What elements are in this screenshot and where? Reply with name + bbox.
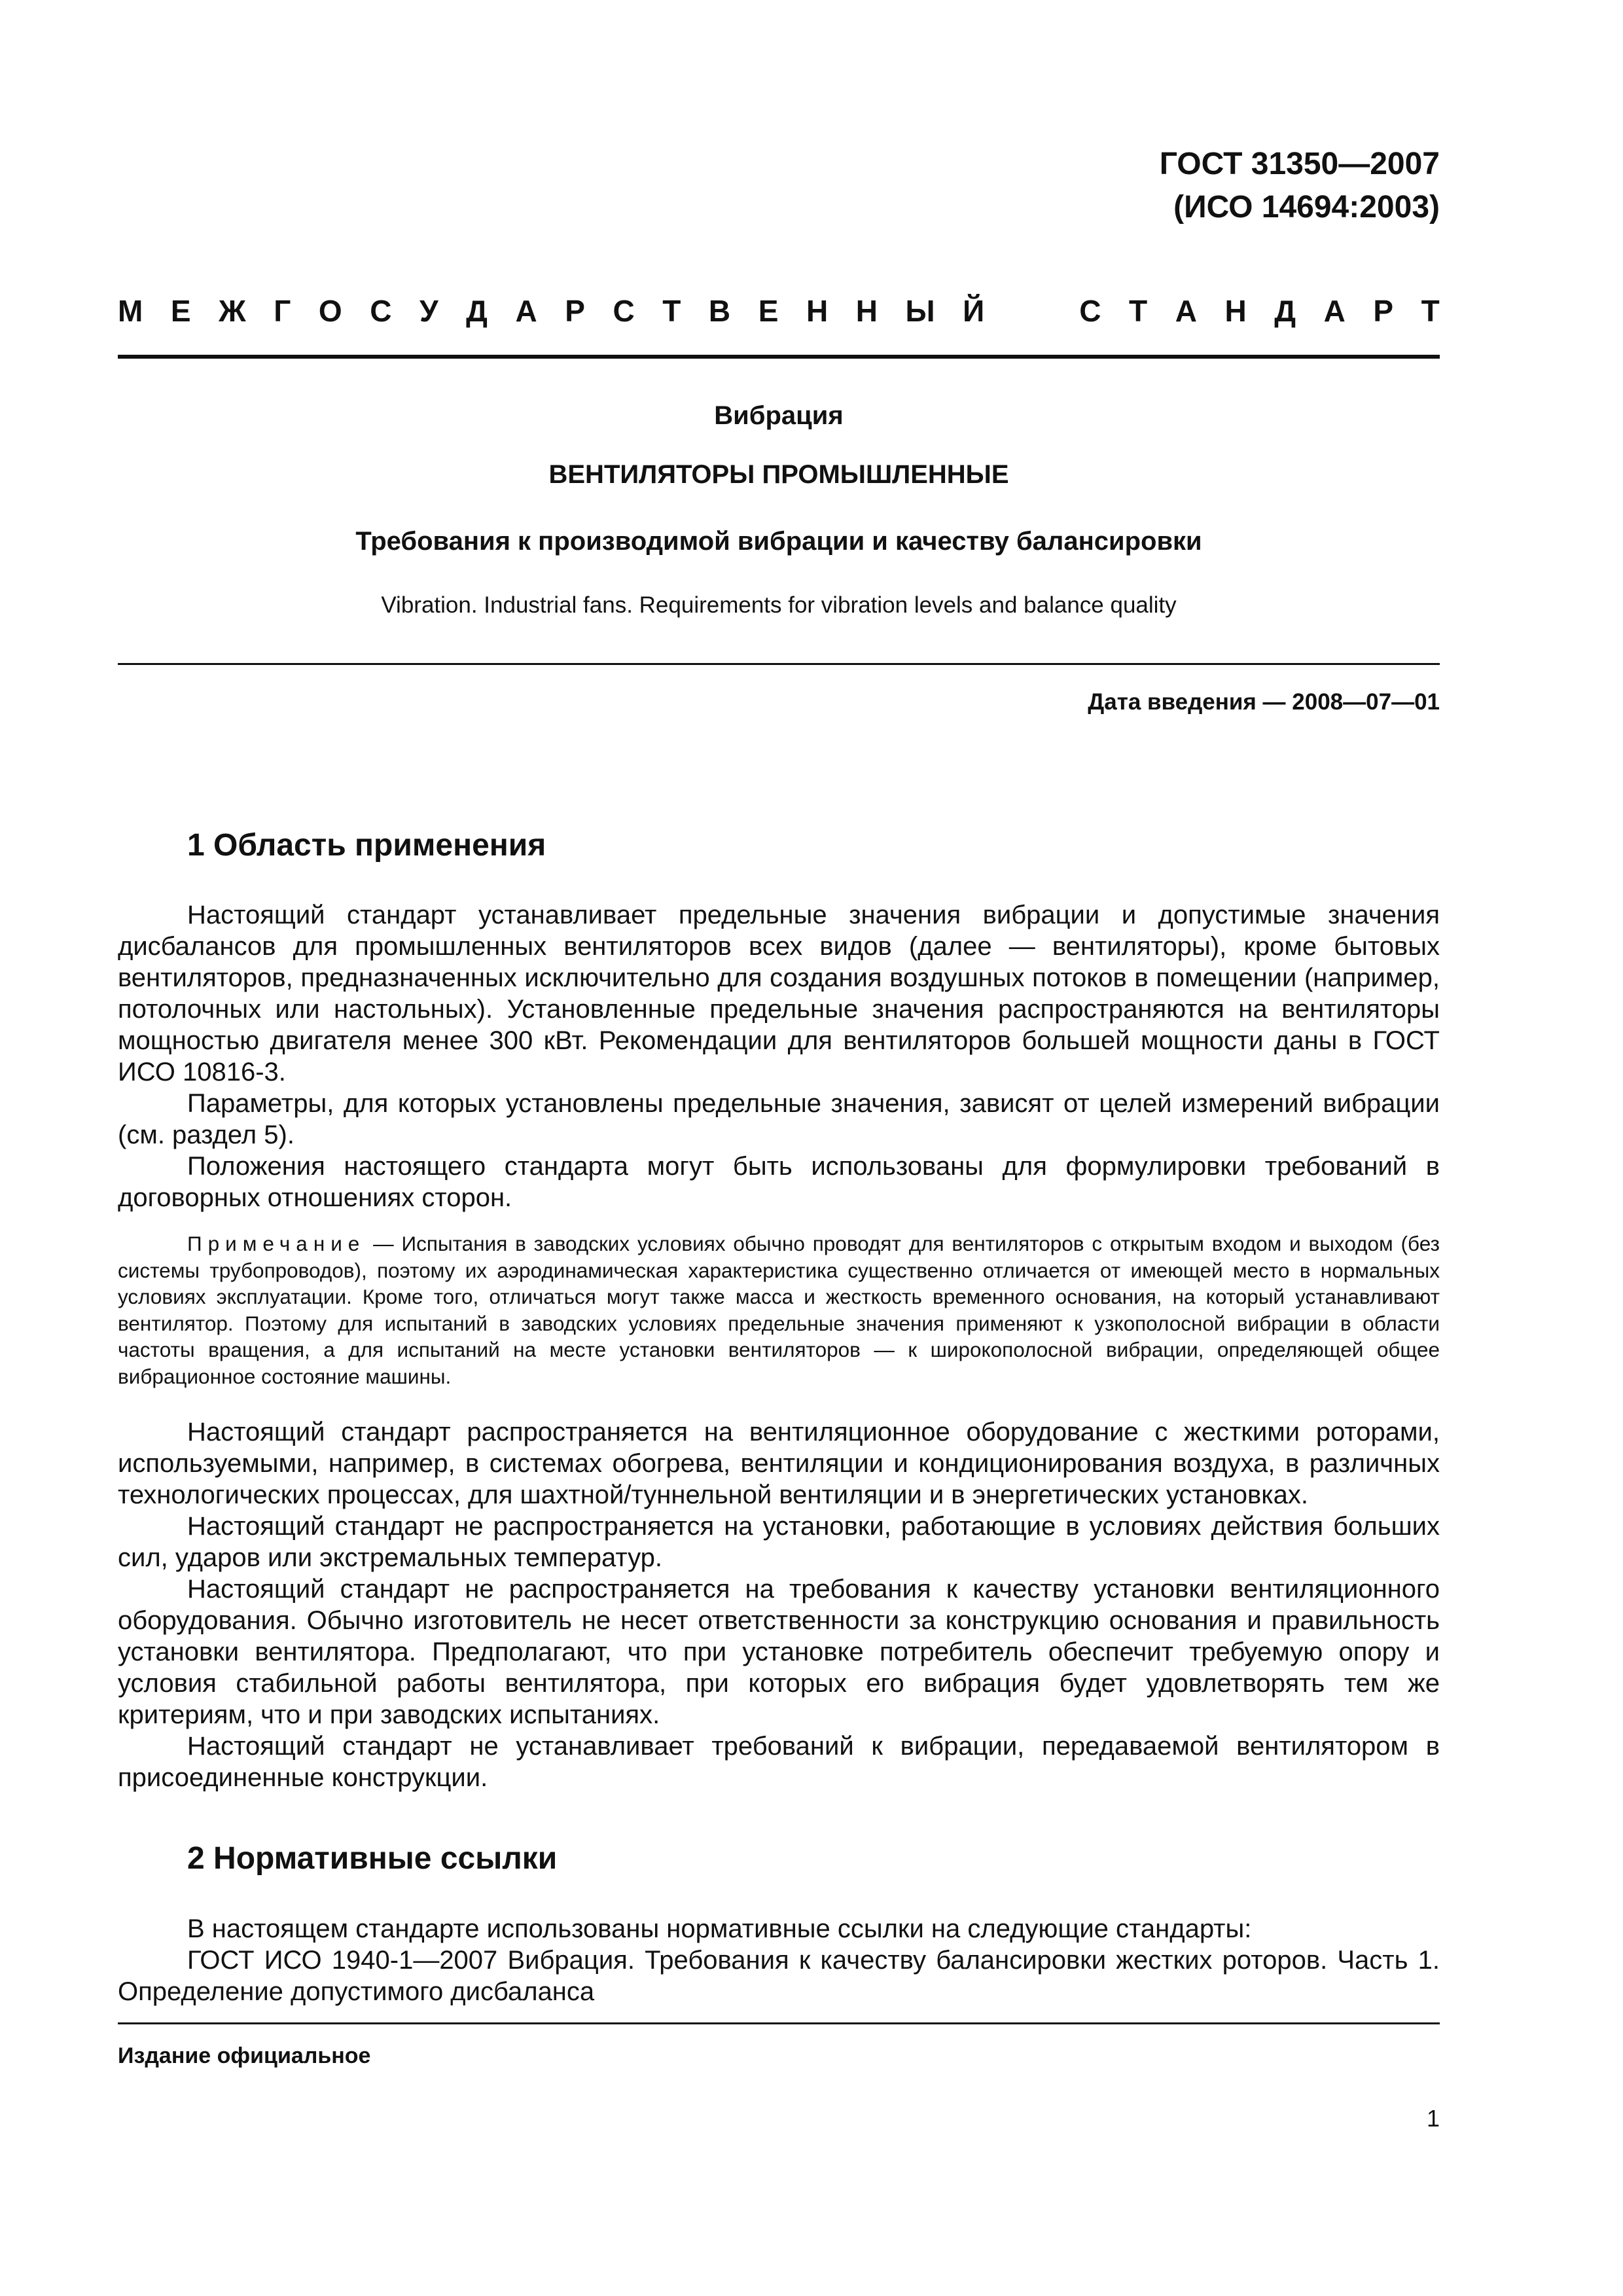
section-2-heading: 2 Нормативные ссылки (187, 1841, 558, 1876)
banner-letter: Ж (219, 294, 246, 328)
note-text: — Испытания в заводских условиях обычно проводят для вентиляторов с открытым входом и выходом (без системы трубопроводов), поэтому их аэродинамическая характеристика существенно отличается от имеющей место в нормальных условиях эксплуатации. Кроме того, отличаться могут также масса и жесткость временного основания, на который устанавливают вентилятор. Поэтому для испытаний в заводских условиях предельные значения применяют к узкополосной вибрации в области частоты вращения, а для испытаний на месте установки вентиляторов — к широкополосной вибрации, определяющей общее вибрационное состояние машины. (118, 1232, 1440, 1388)
banner-letter: Й (963, 294, 985, 328)
note-block (118, 1230, 1440, 1390)
title-topic: Вибрация (714, 401, 844, 430)
paragraph: Настоящий стандарт устанавливает предельные значения вибрации и допустимые значения дисбалансов для промышленных вентиляторов всех видов (далее — вентиляторы), кроме бытовых вентиляторов, предназначенных исключительно для создания воздушных потоков в помещении (например, потолочных или настольных). Установленные предельные значения распространяются на вентиляторы мощностью двигателя менее 300 кВт. Рекомендации для вентиляторов большей мощности даны в ГОСТ ИСО 10816-3. (118, 901, 1440, 1086)
banner-letter: Т (1129, 294, 1148, 328)
title-main: ВЕНТИЛЯТОРЫ ПРОМЫШЛЕННЫЕ (548, 460, 1009, 489)
banner-letter: Н (1224, 294, 1247, 328)
title-english: Vibration. Industrial fans. Requirements for vibration levels and balance quality (381, 592, 1177, 618)
introduction-date: Дата введения — 2008—07—01 (1088, 689, 1440, 715)
top-divider (118, 355, 1440, 359)
banner-letter: Т (1421, 294, 1440, 328)
title-block (118, 396, 1440, 625)
banner-letter: Е (758, 294, 779, 328)
paragraph: В настоящем стандарте использованы нормативные ссылки на следующие стандарты: (187, 1914, 1252, 1943)
banner-letter: В (708, 294, 731, 328)
title-subtitle: Требования к производимой вибрации и качеству балансировки (355, 527, 1202, 556)
footer-divider (118, 2022, 1440, 2024)
banner-letter: Д (1274, 294, 1296, 328)
official-edition-label: Издание официальное (118, 2043, 371, 2068)
paragraph: Параметры, для которых установлены предельные значения, зависят от целей измерений вибрации (см. раздел 5). (118, 1089, 1440, 1149)
banner-letter: М (118, 294, 143, 328)
banner-letter: Ы (905, 294, 935, 328)
banner-letter: Н (806, 294, 829, 328)
banner-letter: Р (1373, 294, 1394, 328)
banner-letter: Н (855, 294, 878, 328)
paragraph: Настоящий стандарт распространяется на вентиляционное оборудование с жесткими роторами, используемыми, например, в системах обогрева, вентиляции и кондиционирования воздуха, в различных технологических процессах, для шахтной/туннельной вентиляции и в энергетических установках. (118, 1418, 1440, 1509)
banner-letter: О (318, 294, 342, 328)
paragraph: Настоящий стандарт не устанавливает требований к вибрации, передаваемой вентилятором в присоединенные конструкции. (118, 1732, 1440, 1792)
banner-letter: А (1175, 294, 1197, 328)
document-page (118, 0, 1440, 2296)
note-label: Примечание (187, 1232, 366, 1255)
banner-letter: Т (662, 294, 681, 328)
section-2-body (118, 1913, 1440, 2007)
banner-letter: А (515, 294, 537, 328)
title-divider (118, 663, 1440, 665)
banner-letter: Г (274, 294, 291, 328)
banner-letter: Р (565, 294, 585, 328)
standard-number: ГОСТ 31350—2007 (1159, 147, 1440, 181)
banner-letter: У (419, 294, 438, 328)
banner-letter: С (1079, 294, 1101, 328)
banner-letter: Д (466, 294, 488, 328)
standard-code-block (1160, 143, 1440, 229)
section-1-heading: 1 Область применения (187, 828, 546, 863)
paragraph: Положения настоящего стандарта могут быть использованы для формулировки требований в договорных отношениях сторон. (118, 1152, 1440, 1212)
section-1-body (118, 899, 1440, 1213)
banner-letter: А (1323, 294, 1346, 328)
paragraph: ГОСТ ИСО 1940-1—2007 Вибрация. Требования к качеству балансировки жестких роторов. Часть 1. Определение допустимого дисбаланса (118, 1946, 1440, 2006)
banner-letter: С (613, 294, 635, 328)
paragraph: Настоящий стандарт не распространяется на требования к качеству установки вентиляционного оборудования. Обычно изготовитель не несет ответственности за конструкцию основания и правильность установки вентилятора. Предполагают, что при установке потребитель обеспечит требуемую опору и условия стабильной работы вентилятора, при которых его вибрация будет удовлетворять тем же критериям, что и при заводских испытаниях. (118, 1575, 1440, 1729)
section-1-body-continued (118, 1416, 1440, 1793)
banner-letter: Е (170, 294, 191, 328)
page-number: 1 (1426, 2105, 1440, 2132)
interstate-standard-banner (118, 295, 1440, 327)
iso-number: (ИСО 14694:2003) (1173, 190, 1440, 224)
banner-letter: С (370, 294, 392, 328)
paragraph: Настоящий стандарт не распространяется на установки, работающие в условиях действия больших сил, ударов или экстремальных температур. (118, 1512, 1440, 1572)
